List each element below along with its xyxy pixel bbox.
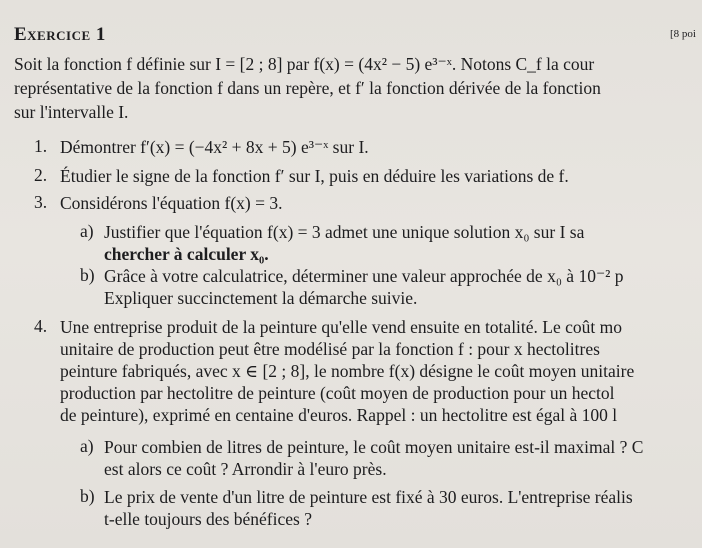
- question-number-1: 1.: [34, 136, 48, 156]
- question-4a-line-1: Pour combien de litres de peinture, le coût moyen unitaire est-il maximal ? C: [104, 437, 644, 457]
- points-label: [8 poi: [670, 28, 696, 40]
- question-3b-label: b): [80, 265, 95, 285]
- question-number-2: 2.: [34, 165, 48, 185]
- question-4-line-1: Une entreprise produit de la peinture qu'elle vend ensuite en totalité. Le coût mo: [60, 317, 622, 337]
- intro-line-1: Soit la fonction f définie sur I = [2 ; 8] par f(x) = (4x² − 5) e³⁻ˣ. Notons C_f la cour: [14, 54, 595, 74]
- intro-line-3: sur l'intervalle I.: [14, 102, 129, 122]
- question-4-line-4: production par hectolitre de peinture (coût moyen de production pour un hectol: [60, 383, 615, 403]
- question-3-text: Considérons l'équation f(x) = 3.: [60, 193, 283, 213]
- question-number-3: 3.: [34, 192, 48, 212]
- question-3b-line-2: Expliquer succinctement la démarche suivie.: [104, 288, 418, 308]
- question-4b-label: b): [80, 486, 95, 506]
- exercise-title: Exercice 1: [14, 24, 106, 45]
- question-2-text: Étudier le signe de la fonction f′ sur I, puis en déduire les variations de f.: [60, 166, 569, 186]
- question-4-line-2: unitaire de production peut être modélisé par la fonction f : pour x hectolitres: [60, 339, 600, 359]
- question-4-line-3: peinture fabriqués, avec x ∈ [2 ; 8], le nombre f(x) désigne le coût moyen unitaire: [60, 361, 635, 381]
- question-4b-line-2: t-elle toujours des bénéfices ?: [104, 509, 312, 529]
- question-3a-label: a): [80, 221, 94, 241]
- question-4-line-5: de peinture), exprimé en centaine d'euros. Rappel : un hectolitre est égal à 100 l: [60, 405, 618, 425]
- question-4a-line-2: est alors ce coût ? Arrondir à l'euro près.: [104, 459, 387, 479]
- question-3a-line-1: Justifier que l'équation f(x) = 3 admet une unique solution x₀ sur I sa: [104, 222, 585, 242]
- question-3b-line-1: Grâce à votre calculatrice, déterminer une valeur approchée de x₀ à 10⁻² p: [104, 266, 624, 286]
- question-4a-label: a): [80, 436, 94, 456]
- intro-line-2: représentative de la fonction f dans un repère, et f′ la fonction dérivée de la fonction: [14, 78, 601, 98]
- question-4b-line-1: Le prix de vente d'un litre de peinture est fixé à 30 euros. L'entreprise réalis: [104, 487, 633, 507]
- question-number-4: 4.: [34, 316, 48, 336]
- question-3a-line-2: chercher à calculer x₀.: [104, 244, 269, 264]
- question-1-text: Démontrer f′(x) = (−4x² + 8x + 5) e³⁻ˣ sur I.: [60, 137, 369, 157]
